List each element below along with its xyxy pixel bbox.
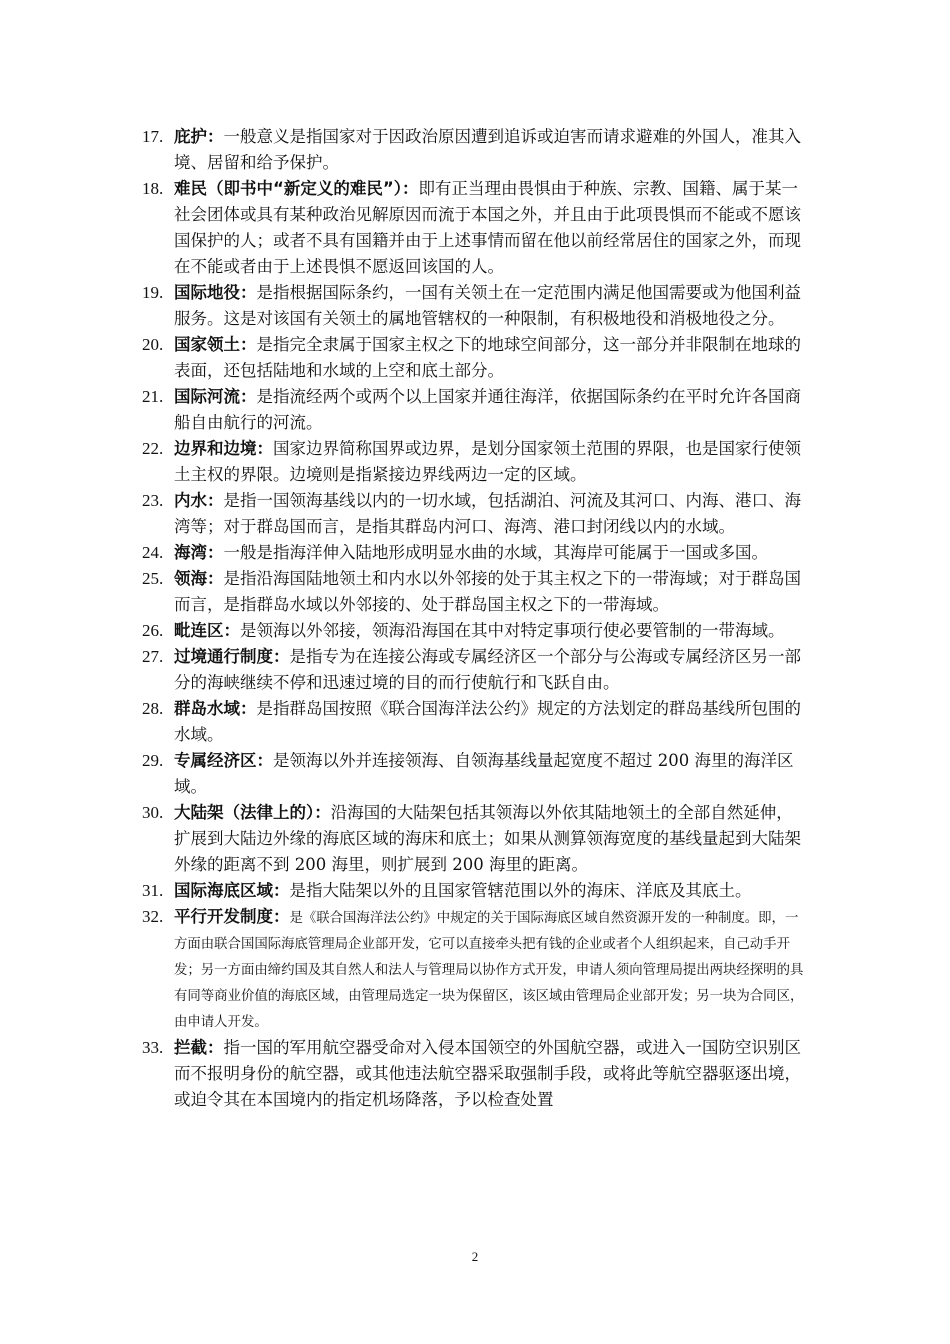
entry-term: 专属经济区： [174, 751, 273, 770]
entry-definition: 是指大陆架以外的且国家管辖范围以外的海床、洋底及其底土。 [289, 881, 752, 900]
entry-term: 拦截： [174, 1038, 224, 1057]
glossary-entry [142, 904, 808, 1035]
glossary-entry [142, 644, 808, 696]
entry-number: 20. [142, 335, 164, 354]
entry-definition: 是指群岛国按照《联合国海洋法公约》规定的方法划定的群岛基线所包围的水域。 [174, 699, 801, 744]
entry-number: 24. [142, 543, 164, 562]
entry-definition: 国家边界简称国界或边界，是划分国家领土范围的界限，也是国家行使领土主权的界限。边境则是指紧接边界线两边一定的区域。 [174, 439, 801, 484]
entry-number: 27. [142, 647, 164, 666]
entry-number: 23. [142, 491, 164, 510]
entry-definition: 是指根据国际条约，一国有关领土在一定范围内满足他国需要或为他国利益服务。这是对该国有关领土的属地管辖权的一种限制，有积极地役和消极地役之分。 [174, 283, 801, 328]
entry-number: 26. [142, 621, 164, 640]
glossary-list [142, 124, 808, 1113]
glossary-entry [142, 280, 808, 332]
glossary-entry [142, 800, 808, 878]
entry-term: 毗连区： [174, 621, 240, 640]
glossary-entry [142, 176, 808, 280]
glossary-entry [142, 124, 808, 176]
glossary-entry [142, 384, 808, 436]
entry-definition: 是领海以外邻接，领海沿海国在其中对特定事项行使必要管制的一带海域。 [240, 621, 785, 640]
glossary-entry [142, 436, 808, 488]
glossary-entry [142, 878, 808, 904]
entry-definition: 即有正当理由畏惧由于种族、宗教、国籍、属于某一社会团体或具有某种政治见解原因而流于本国之外，并且由于此项畏惧而不能或不愿该国保护的人；或者不具有国籍并由于上述事情而留在他以前经常居住的国家之外，而现在不能或者由于上述畏惧不愿返回该国的人。 [174, 179, 801, 276]
entry-term: 领海： [174, 569, 224, 588]
entry-term: 内水： [174, 491, 224, 510]
entry-term: 难民（即书中“新定义的难民”）： [174, 179, 419, 198]
entry-number: 17. [142, 127, 164, 146]
entry-definition: 沿海国的大陆架包括其领海以外依其陆地领土的全部自然延伸，扩展到大陆边外缘的海底区域的海床和底土；如果从测算领海宽度的基线量起到大陆架外缘的距离不到 200 海里，则扩展到 200 海里的距离。 [174, 803, 801, 874]
entry-number: 28. [142, 699, 164, 718]
entry-term: 国际海底区域： [174, 881, 290, 900]
entry-definition: 是指流经两个或两个以上国家并通往海洋，依据国际条约在平时允许各国商船自由航行的河流。 [174, 387, 801, 432]
entry-number: 29. [142, 751, 164, 770]
glossary-entry [142, 332, 808, 384]
entry-number: 32. [142, 907, 164, 926]
glossary-entry [142, 696, 808, 748]
entry-term: 庇护： [174, 127, 224, 146]
entry-definition: 一般是指海洋伸入陆地形成明显水曲的水域，其海岸可能属于一国或多国。 [223, 543, 768, 562]
glossary-entry [142, 488, 808, 540]
entry-definition: 是指完全隶属于国家主权之下的地球空间部分，这一部分并非限制在地球的表面，还包括陆地和水域的上空和底土部分。 [174, 335, 801, 380]
glossary-entry [142, 1035, 808, 1113]
entry-term: 大陆架（法律上的）： [174, 803, 331, 822]
entry-definition: 一般意义是指国家对于因政治原因遭到追诉或迫害而请求避难的外国人，准其入境、居留和给予保护。 [174, 127, 801, 172]
glossary-entry [142, 540, 808, 566]
entry-term: 国际河流： [174, 387, 257, 406]
entry-number: 33. [142, 1038, 164, 1057]
entry-definition: 是指专为在连接公海或专属经济区一个部分与公海或专属经济区另一部分的海峡继续不停和迅速过境的目的而行使航行和飞跃自由。 [174, 647, 801, 692]
entry-term: 群岛水域： [174, 699, 257, 718]
entry-number: 31. [142, 881, 164, 900]
entry-term: 过境通行制度： [174, 647, 290, 666]
entry-number: 30. [142, 803, 164, 822]
entry-number: 18. [142, 179, 164, 198]
entry-term: 边界和边境： [174, 439, 273, 458]
entry-definition: 是领海以外并连接领海、自领海基线量起宽度不超过 200 海里的海洋区域。 [174, 751, 794, 796]
entry-term: 国际地役： [174, 283, 257, 302]
entry-term: 国家领土： [174, 335, 257, 354]
entry-definition: 是指沿海国陆地领土和内水以外邻接的处于其主权之下的一带海域；对于群岛国而言，是指群岛水域以外邻接的、处于群岛国主权之下的一带海域。 [174, 569, 801, 614]
entry-term: 平行开发制度： [174, 907, 290, 926]
page-number: 2 [471, 1249, 479, 1264]
entry-definition: 是《联合国海洋法公约》中规定的关于国际海底区域自然资源开发的一种制度。即，一方面由联合国国际海底管理局企业部开发，它可以直接牵头把有钱的企业或者个人组织起来，自己动手开发；另一方面由缔约国及其自然人和法人与管理局以协作方式开发，申请人须向管理局提出两块经探明的具有同等商业价值的海底区域，由管理局选定一块为保留区，该区域由管理局企业部开发；另一块为合同区，由申请人开发。 [174, 911, 804, 1030]
glossary-entry [142, 748, 808, 800]
entry-number: 22. [142, 439, 164, 458]
entry-number: 25. [142, 569, 164, 588]
entry-term: 海湾： [174, 543, 224, 562]
glossary-entry [142, 618, 808, 644]
entry-number: 21. [142, 387, 164, 406]
entry-definition: 是指一国领海基线以内的一切水域，包括湖泊、河流及其河口、内海、港口、海湾等；对于群岛国而言，是指其群岛内河口、海湾、港口封闭线以内的水域。 [174, 491, 801, 536]
entry-number: 19. [142, 283, 164, 302]
entry-definition: 指一国的军用航空器受命对入侵本国领空的外国航空器，或进入一国防空识别区而不报明身份的航空器，或其他违法航空器采取强制手段，或将此等航空器驱逐出境，或迫令其在本国境内的指定机场降落，予以检查处置 [174, 1038, 801, 1109]
glossary-entry [142, 566, 808, 618]
